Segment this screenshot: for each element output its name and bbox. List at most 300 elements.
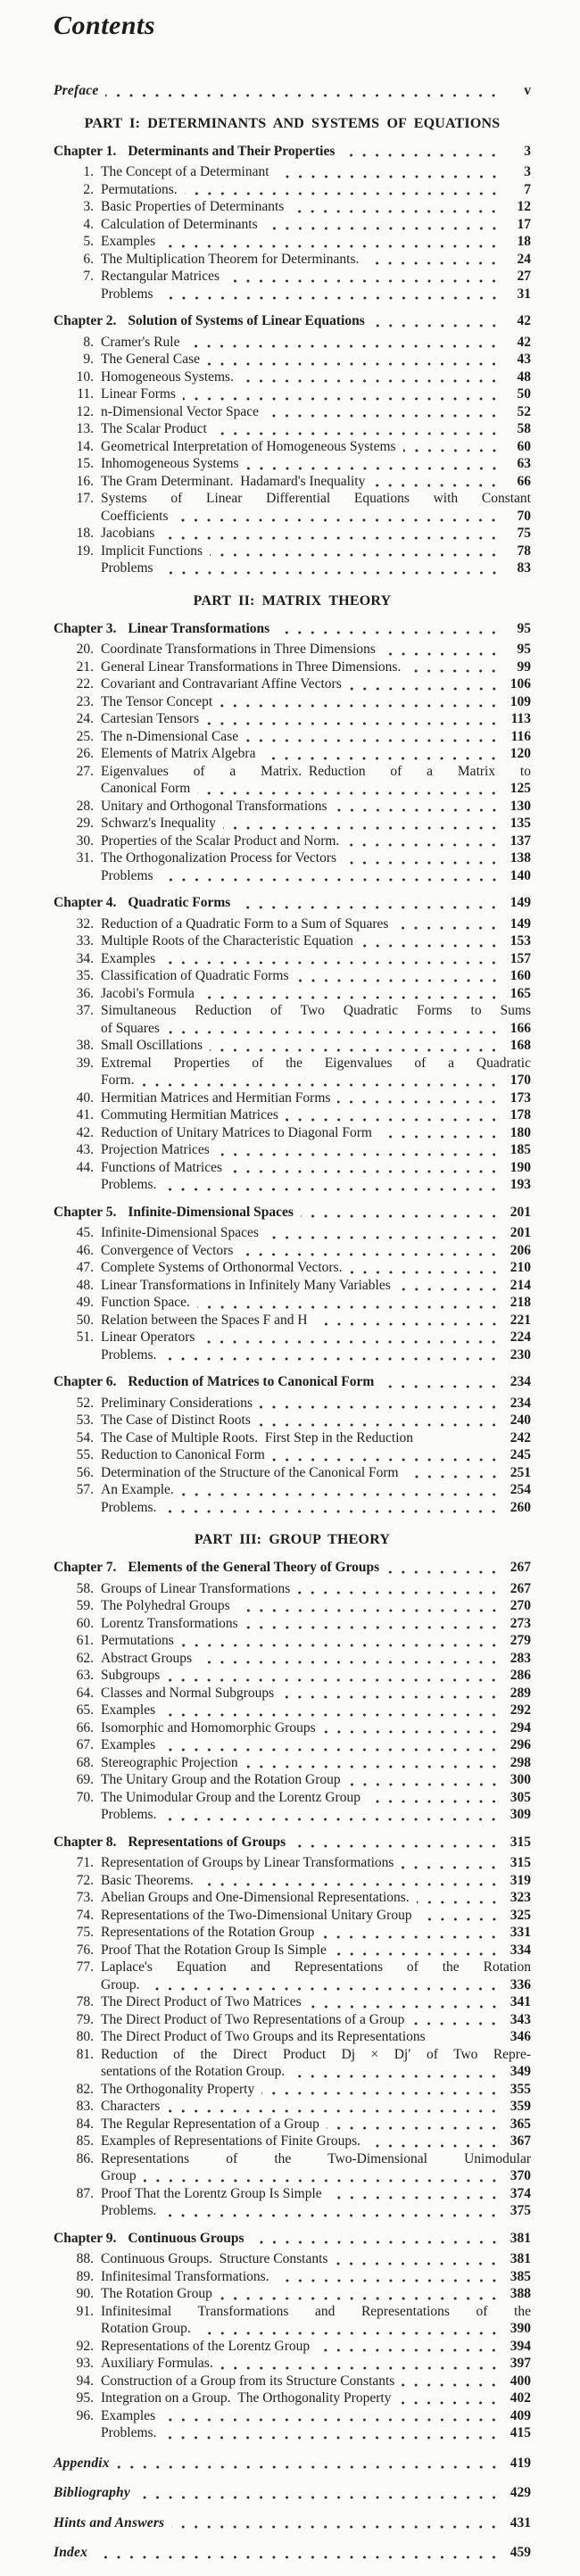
dot-leader <box>162 2418 505 2422</box>
toc-section-entry <box>54 1089 531 1107</box>
section-number: 67. <box>76 1737 94 1752</box>
section-body <box>101 1789 531 1807</box>
page-number: 349 <box>510 2064 531 2079</box>
page-number: 206 <box>510 1242 531 1258</box>
page-number: 283 <box>510 1650 531 1666</box>
toc-section-entry <box>54 849 531 867</box>
section-number: 52. <box>76 1395 94 1411</box>
toc-section-entry <box>54 2133 531 2150</box>
section-body <box>101 2390 531 2407</box>
toc-section-entry <box>54 2150 531 2185</box>
section-number: 76. <box>76 1942 94 1958</box>
section-title-row <box>101 2011 531 2029</box>
section-title-row <box>101 1854 531 1872</box>
section-number: 37. <box>76 1003 94 1018</box>
toc-section-entry <box>54 1872 531 1890</box>
section-body <box>101 2202 531 2220</box>
page-number: 109 <box>510 693 531 709</box>
section-title-row <box>101 2098 531 2116</box>
page-number: 185 <box>510 1142 531 1157</box>
section-body <box>101 1702 531 1719</box>
dot-leader <box>183 397 505 401</box>
section-title-continuation: Group <box>101 2168 137 2183</box>
section-title: Determination of the Structure of the Canonical Form <box>101 1464 399 1480</box>
toc-section-entry <box>54 543 531 560</box>
dot-leader <box>402 2383 505 2387</box>
section-body <box>101 1106 531 1124</box>
section-title-row <box>101 1089 531 1107</box>
dot-leader <box>395 926 505 930</box>
toc-section-entry <box>54 1667 531 1685</box>
section-body <box>101 490 531 525</box>
toc-section-entry <box>54 1481 531 1499</box>
toc-section-entry <box>54 2268 531 2286</box>
section-body <box>101 2424 531 2442</box>
section-body <box>101 403 531 421</box>
section-title-row <box>101 1481 531 1499</box>
section-title-row <box>101 2081 531 2099</box>
section-title-row <box>101 2285 531 2303</box>
section-body <box>101 915 531 933</box>
section-number: 39. <box>76 1055 94 1071</box>
toc-section-entry <box>54 1277 531 1295</box>
back-matter-entry <box>54 2484 531 2502</box>
chapter-title: Continuous Groups <box>128 2230 244 2246</box>
section-number: 89. <box>76 2268 94 2284</box>
section-title-row <box>101 163 531 181</box>
dot-leader <box>137 2496 505 2499</box>
section-title-line2-row <box>101 1072 531 1089</box>
section-number: 50. <box>76 1312 94 1328</box>
section-number: 69. <box>76 1772 94 1787</box>
section-title-line1: Eigenvalues of a Matrix. Reduction of a Matrix to <box>101 763 531 779</box>
section-body <box>101 1580 531 1598</box>
chapter-label: Chapter 4. <box>54 895 117 910</box>
section-number: 41. <box>76 1107 94 1122</box>
section-body <box>101 1429 531 1447</box>
section-number: 58. <box>76 1580 94 1596</box>
section-number: 42. <box>76 1124 94 1140</box>
section-title: Permutations <box>101 1633 174 1648</box>
toc-section-entry <box>54 2355 531 2373</box>
toc-section-entry <box>54 1055 531 1089</box>
toc-section-entry <box>54 867 531 885</box>
dot-leader <box>240 1253 505 1256</box>
section-number: 71. <box>76 1855 94 1870</box>
section-number: 51. <box>76 1329 94 1345</box>
section-body <box>101 1055 531 1089</box>
section-body <box>101 985 531 1003</box>
section-title: The Orthogonality Property <box>101 2081 255 2097</box>
toc-section-entry <box>54 1580 531 1598</box>
section-title-row <box>101 641 531 658</box>
section-title: Auxiliary Formulas. <box>101 2356 213 2371</box>
page-number: 415 <box>510 2425 531 2440</box>
section-body <box>101 745 531 763</box>
dot-leader <box>223 826 505 830</box>
section-body <box>101 867 531 885</box>
section-number: 65. <box>76 1702 94 1718</box>
section-title: Jacobi's Formula <box>101 985 195 1001</box>
section-number: 15. <box>76 456 94 471</box>
dot-leader <box>348 1783 505 1786</box>
page-number: 168 <box>510 1038 531 1053</box>
back-matter-label: Bibliography <box>54 2485 130 2500</box>
section-number: 36. <box>76 985 94 1001</box>
section-body <box>101 473 531 491</box>
toc-section-entry <box>54 1259 531 1277</box>
dot-leader <box>401 1866 505 1869</box>
dot-leader <box>433 2040 505 2043</box>
dot-leader <box>185 192 505 195</box>
section-body <box>101 1854 531 1872</box>
dot-leader <box>277 631 505 634</box>
section-title: Elements of Matrix Algebra <box>101 746 256 761</box>
section-title-row <box>101 1329 531 1346</box>
section-title-row <box>101 2373 531 2390</box>
section-body <box>101 1159 531 1177</box>
page-number: 3 <box>524 143 531 159</box>
toc-section-entry <box>54 1446 531 1464</box>
section-title: Abstract Groups <box>101 1650 193 1666</box>
section-body <box>101 1037 531 1055</box>
page-number: 286 <box>510 1668 531 1683</box>
section-title-row <box>101 1993 531 2011</box>
page-number: 140 <box>510 867 531 883</box>
section-body <box>101 2338 531 2356</box>
section-title-row <box>101 1224 531 1242</box>
section-number: 90. <box>76 2286 94 2301</box>
toc-section-entry <box>54 2028 531 2046</box>
section-title: Linear Operators <box>101 1329 195 1345</box>
page-number: 63 <box>517 456 531 471</box>
section-body <box>101 268 531 286</box>
page-number: 381 <box>510 2251 531 2266</box>
section-body <box>101 334 531 352</box>
toc-section-entry <box>54 438 531 456</box>
toc-section-entry <box>54 233 531 251</box>
section-title: Proof That the Rotation Group Is Simple <box>101 1942 327 1958</box>
section-body <box>101 967 531 985</box>
page-title: Contents <box>54 11 156 40</box>
dot-leader <box>167 1031 505 1034</box>
toc-section-entry <box>54 1632 531 1650</box>
dot-leader <box>105 94 505 97</box>
section-title: Basic Theorems. <box>101 1872 194 1888</box>
section-number: 13. <box>76 421 94 436</box>
section-title-line1: Representations of the Two-Dimensional Unimodular <box>101 2150 531 2166</box>
section-number: 59. <box>76 1598 94 1613</box>
section-title: Representations of the Lorentz Group <box>101 2338 311 2354</box>
section-title: Problems. <box>101 1807 157 1822</box>
section-title-continuation: of Squares <box>101 1020 160 1036</box>
toc-section-entry <box>54 1294 531 1312</box>
section-title-row <box>101 728 531 746</box>
section-title-row <box>101 1702 531 1719</box>
section-number: 46. <box>76 1242 94 1258</box>
dot-leader <box>368 2144 505 2148</box>
dot-leader <box>368 1800 505 1803</box>
section-body <box>101 1615 531 1633</box>
section-title: Groups of Linear Transformations <box>101 1580 291 1596</box>
page-number: 346 <box>510 2029 531 2044</box>
section-title: Problems. <box>101 2425 157 2440</box>
toc-section-entry <box>54 559 531 577</box>
toc-section-entry <box>54 473 531 491</box>
toc-section-entry <box>54 369 531 386</box>
toc-section-entry <box>54 675 531 693</box>
section-title: The Case of Distinct Roots <box>101 1412 251 1428</box>
page-number: 267 <box>510 1560 531 1575</box>
toc-section-entry <box>54 1959 531 1993</box>
section-title-continuation: Rotation Group. <box>101 2321 191 2336</box>
section-title-line2-row <box>101 2167 531 2185</box>
section-number: 20. <box>76 642 94 657</box>
section-title: The Polyhedral Groups <box>101 1598 230 1613</box>
section-title-row <box>101 1429 531 1447</box>
toc-section-entry <box>54 1124 531 1142</box>
dot-leader <box>386 1570 505 1574</box>
dot-leader <box>214 432 505 435</box>
section-title: Convergence of Vectors <box>101 1242 234 1258</box>
section-title-line2-row <box>101 780 531 798</box>
section-number: 5. <box>83 234 94 249</box>
dot-leader <box>420 1440 505 1444</box>
section-title-row <box>101 2133 531 2150</box>
toc-section-entry <box>54 1312 531 1329</box>
page-number: 165 <box>510 985 531 1001</box>
section-body <box>101 849 531 867</box>
toc-section-entry <box>54 181 531 199</box>
section-body <box>101 2046 531 2081</box>
dot-leader <box>344 861 505 865</box>
toc-section-entry <box>54 385 531 403</box>
section-body <box>101 1124 531 1142</box>
section-number: 21. <box>76 658 94 675</box>
dot-leader <box>141 1083 505 1087</box>
section-title-row <box>101 658 531 676</box>
section-title-line1: Infinitesimal Transformations and Representations of the <box>101 2303 531 2319</box>
dot-leader <box>163 1510 505 1513</box>
page-number: 375 <box>510 2203 531 2218</box>
dot-leader <box>237 1609 505 1612</box>
dot-leader <box>162 961 505 965</box>
section-title: The Case of Multiple Roots. First Step in the Reduction <box>101 1429 414 1445</box>
section-title: Representations of the Rotation Group <box>101 1925 315 1940</box>
dot-leader <box>323 1730 505 1734</box>
page-number: 245 <box>510 1447 531 1462</box>
section-title-line2-row <box>101 2320 531 2338</box>
dot-leader <box>161 296 505 300</box>
section-title-row <box>101 1719 531 1737</box>
section-title-row <box>101 932 531 950</box>
toc-section-entry <box>54 2046 531 2081</box>
dot-leader <box>210 1048 505 1052</box>
section-title-row <box>101 849 531 867</box>
section-title: Geometrical Interpretation of Homogeneous Systems <box>101 438 396 454</box>
dot-leader <box>281 1695 505 1699</box>
section-title: Examples of Representations of Finite Groups. <box>101 2133 361 2149</box>
dot-leader <box>406 1475 505 1479</box>
section-title: Problems <box>101 867 153 883</box>
dot-leader <box>206 722 505 725</box>
section-title-row <box>101 2390 531 2407</box>
section-title-line1: Systems of Linear Differential Equations with Constant <box>101 491 531 506</box>
section-title: Construction of a Group from its Structure Constants <box>101 2373 395 2389</box>
section-number: 9. <box>83 352 94 367</box>
section-body <box>101 1176 531 1194</box>
dot-leader <box>379 1135 505 1139</box>
toc-section-entry <box>54 403 531 421</box>
section-title: Examples <box>101 234 156 249</box>
section-title-row <box>101 1580 531 1598</box>
page-number: 260 <box>510 1499 531 1515</box>
toc-section-entry <box>54 490 531 525</box>
section-number: 78. <box>76 1994 94 2009</box>
toc-section-entry <box>54 815 531 832</box>
section-title-row <box>101 1277 531 1295</box>
toc-section-entry <box>54 1464 531 1482</box>
section-title-row <box>101 455 531 473</box>
dot-leader <box>265 227 505 230</box>
section-title: Functions of Matrices <box>101 1159 223 1175</box>
section-body <box>101 1650 531 1668</box>
section-body <box>101 2133 531 2150</box>
page-number: 210 <box>510 1260 531 1275</box>
page-number: 95 <box>517 620 531 636</box>
section-title: Cramer's Rule <box>101 334 180 350</box>
section-number: 72. <box>76 1872 94 1888</box>
toc-section-entry <box>54 641 531 658</box>
dot-leader <box>245 739 505 742</box>
page-number: 419 <box>510 2455 531 2471</box>
toc-section-entry <box>54 1429 531 1447</box>
chapter-label: Chapter 8. <box>54 1834 117 1850</box>
section-body <box>101 2373 531 2390</box>
dot-leader <box>217 1153 505 1156</box>
section-title: Complete Systems of Orthonormal Vectors. <box>101 1260 343 1275</box>
section-body <box>101 198 531 216</box>
section-body <box>101 1685 531 1702</box>
page-number: 381 <box>510 2230 531 2246</box>
section-title-row <box>101 1346 531 1364</box>
section-title-row <box>101 967 531 985</box>
section-number: 92. <box>76 2338 94 2354</box>
section-number: 82. <box>76 2081 94 2097</box>
section-number: 85. <box>76 2133 94 2149</box>
dot-leader <box>335 808 505 812</box>
dot-leader <box>337 1100 505 1104</box>
section-title: Calculation of Determinants <box>101 216 258 232</box>
dot-leader <box>161 571 505 575</box>
section-title: Properties of the Scalar Product and Norm. <box>101 832 340 849</box>
dot-leader <box>163 2436 505 2439</box>
section-title-row <box>101 559 531 577</box>
toc-section-entry <box>54 915 531 933</box>
section-number: 48. <box>76 1277 94 1293</box>
page-number: v <box>524 83 531 98</box>
page-number: 367 <box>510 2133 531 2149</box>
page-number: 3 <box>524 164 531 179</box>
section-title: Proof That the Lorentz Group Is Simple <box>101 2185 322 2201</box>
section-body <box>101 1942 531 1959</box>
section-title-row <box>101 745 531 763</box>
section-title-continuation: Coefficients <box>101 508 169 524</box>
section-title: Integration on a Group. The Orthogonality Property <box>101 2390 392 2406</box>
dot-leader <box>162 1713 505 1717</box>
section-title-row <box>101 1667 531 1685</box>
toc-section-entry <box>54 1924 531 1942</box>
section-number: 43. <box>76 1142 94 1157</box>
section-title-row <box>101 1924 531 1942</box>
section-number: 35. <box>76 968 94 983</box>
page-number: 459 <box>510 2545 531 2560</box>
dot-leader <box>163 2214 505 2217</box>
part-heading: PART I: DETERMINANTS AND SYSTEMS OF EQUATIONS <box>84 115 501 131</box>
back-matter-entry <box>54 2544 531 2562</box>
page-number: 50 <box>517 386 531 402</box>
dot-leader <box>266 1236 505 1239</box>
dot-leader <box>408 669 505 673</box>
chapter-label: Chapter 5. <box>54 1204 117 1220</box>
dot-leader <box>162 244 505 248</box>
toc-section-entry <box>54 1395 531 1412</box>
toc-section-entry <box>54 268 531 286</box>
section-title-row <box>101 693 531 711</box>
dot-leader <box>346 843 505 847</box>
section-body <box>101 1959 531 1993</box>
page-number: 106 <box>510 676 531 692</box>
section-title-row <box>101 1736 531 1754</box>
section-body <box>101 1329 531 1346</box>
section-title-line2-row <box>101 2063 531 2081</box>
dot-leader <box>383 652 505 656</box>
section-title-row <box>101 1412 531 1429</box>
section-title-continuation: sentations of the Rotation Group. <box>101 2064 286 2079</box>
page-number: 125 <box>510 781 531 796</box>
section-title: Lorentz Transformations <box>101 1615 238 1631</box>
page-number: 18 <box>517 234 531 249</box>
section-number: 18. <box>76 526 94 541</box>
section-title: Problems. <box>101 1177 157 1192</box>
dot-leader <box>297 1591 505 1594</box>
section-body <box>101 1907 531 1925</box>
page-number: 42 <box>517 313 531 328</box>
section-title: Examples <box>101 1737 156 1752</box>
toc-section-entry <box>54 1159 531 1177</box>
page-number: 270 <box>510 1598 531 1613</box>
section-title: The n-Dimensional Case <box>101 728 239 744</box>
section-number: 10. <box>76 369 94 385</box>
chapter-label: Chapter 7. <box>54 1560 117 1575</box>
toc-section-entry <box>54 798 531 816</box>
section-body <box>101 1446 531 1464</box>
chapter-entry <box>54 620 531 638</box>
page-number: 300 <box>510 1772 531 1787</box>
page-number: 137 <box>510 832 531 849</box>
section-number: 56. <box>76 1464 94 1480</box>
section-body <box>101 693 531 711</box>
section-title-row <box>101 1312 531 1329</box>
section-body <box>101 420 531 438</box>
section-title-continuation: Canonical Form <box>101 781 191 796</box>
toc-section-entry <box>54 1329 531 1346</box>
section-number: 57. <box>76 1482 94 1497</box>
dot-leader <box>175 518 505 522</box>
page-number: 12 <box>517 199 531 214</box>
section-body <box>101 2011 531 2029</box>
toc-section-entry <box>54 2185 531 2203</box>
